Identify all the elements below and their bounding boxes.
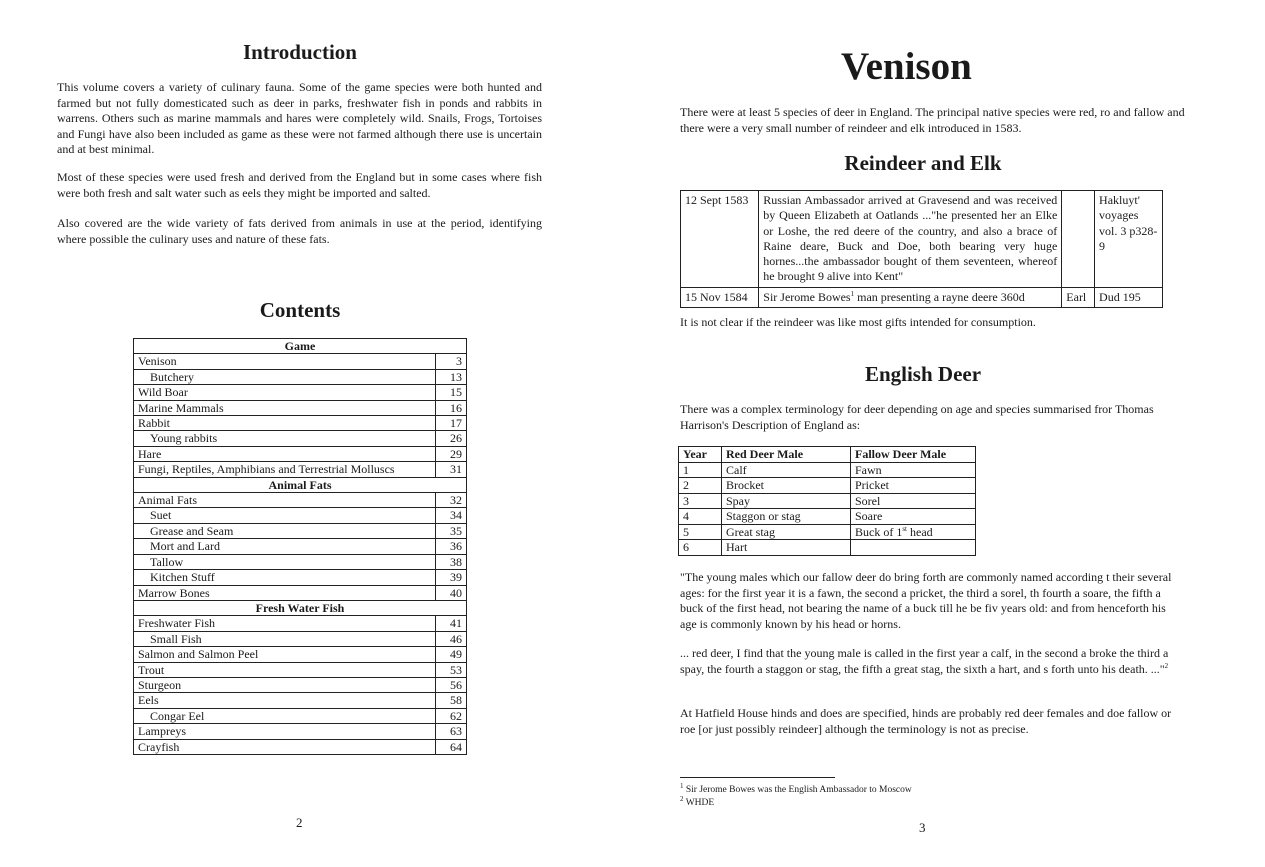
table-cell: Great stag <box>722 524 851 540</box>
footnote-2 <box>680 794 715 809</box>
reindeer-text <box>759 287 1062 307</box>
contents-entry-page: 32 <box>436 493 467 508</box>
contents-section-row <box>134 339 467 354</box>
contents-entry <box>134 647 467 662</box>
contents-entry-name: Suet <box>134 508 436 523</box>
contents-entry <box>134 724 467 739</box>
contents-entry <box>134 570 467 585</box>
contents-entry-page: 64 <box>436 739 467 754</box>
page-title: Venison <box>841 45 972 88</box>
contents-entry-name: Rabbit <box>134 416 436 431</box>
contents-entry <box>134 693 467 708</box>
left-page <box>0 0 581 867</box>
table-row <box>679 493 976 509</box>
contents-entry-name: Salmon and Salmon Peel <box>134 647 436 662</box>
table-header-row <box>679 447 976 463</box>
venison-intro: There were at least 5 species of deer in England. The principal native species were red, ro and fallow and there were a very small number of reindeer and elk introduced in 1583. <box>680 105 1185 135</box>
reindeer-who <box>1062 191 1095 288</box>
contents-entry <box>134 631 467 646</box>
table-cell: Soare <box>851 509 976 525</box>
quote-fallow: "The young males which our fallow deer do bring forth are commonly named according t their several ages: for the first year it is a fawn, the second a pricket, the third a sorel, th fourth a soare, the fifth a buck of the first head, not bearing the name of a buck till he be fiv years old: and from henceforth his age is commonly known by his head or horns. <box>680 570 1172 631</box>
contents-entry-page: 34 <box>436 508 467 523</box>
contents-entry-name: Trout <box>134 662 436 677</box>
contents-entry-page: 15 <box>436 385 467 400</box>
table-cell: Spay <box>722 493 851 509</box>
contents-entry-page: 38 <box>436 554 467 569</box>
contents-entry-page: 31 <box>436 462 467 477</box>
contents-section-row <box>134 477 467 492</box>
contents-entry-name: Young rabbits <box>134 431 436 446</box>
contents-entry-name: Congar Eel <box>134 708 436 723</box>
contents-entry-name: Freshwater Fish <box>134 616 436 631</box>
quote-red-deer-text: ... red deer, I find that the young male is called in the first year a calf, in the second a broke the third a spay, the fourth a staggon or stag, the fifth a great stag, the sixth a hart, and s forth unto his death. ..." <box>680 646 1169 676</box>
contents-entry <box>134 416 467 431</box>
contents-entry <box>134 539 467 554</box>
contents-entry <box>134 354 467 369</box>
table-cell: Pricket <box>851 478 976 494</box>
contents-entry-name: Marine Mammals <box>134 400 436 415</box>
contents-entry <box>134 708 467 723</box>
intro-paragraph-1: This volume covers a variety of culinary fauna. Some of the game species were both hunted and farmed but not fully domesticated such as deer in parks, freshwater fish in ponds and rabbits in warrens. Others such as marine mammals and hares were completely wild. Snails, Frogs, Tortoises and Fungi have also been included as game as these were not farmed although there use is uncertain and at best minimal. <box>57 80 542 156</box>
footnote-1 <box>680 781 912 796</box>
contents-entry-name: Tallow <box>134 554 436 569</box>
column-header: Red Deer Male <box>722 447 851 463</box>
hatfield-paragraph: At Hatfield House hinds and does are specified, hinds are probably red deer females and doe fallow or roe [or just possibly reindeer] although the terminology is not as precise. <box>680 706 1172 736</box>
reindeer-who: Earl <box>1062 287 1095 307</box>
footnote-divider <box>680 777 835 778</box>
contents-entry-page: 56 <box>436 677 467 692</box>
page-number: 2 <box>296 815 303 830</box>
table-cell: Calf <box>722 462 851 478</box>
reindeer-source: Hakluyt' voyages vol. 3 p328-9 <box>1095 191 1163 288</box>
contents-entry-name: Sturgeon <box>134 677 436 692</box>
table-row <box>679 540 976 556</box>
contents-entry-page: 29 <box>436 446 467 461</box>
contents-entry <box>134 462 467 477</box>
table-cell: 3 <box>679 493 722 509</box>
table-row <box>679 478 976 494</box>
english-deer-heading: English Deer <box>864 362 982 386</box>
table-cell: Brocket <box>722 478 851 494</box>
contents-entry-name: Wild Boar <box>134 385 436 400</box>
reindeer-note: It is not clear if the reindeer was like most gifts intended for consumption. <box>680 315 1036 329</box>
table-cell: Fawn <box>851 462 976 478</box>
contents-entry <box>134 677 467 692</box>
contents-entry-page: 49 <box>436 647 467 662</box>
table-cell <box>851 540 976 556</box>
contents-entry-page: 41 <box>436 616 467 631</box>
contents-entry <box>134 493 467 508</box>
contents-entry-name: Mort and Lard <box>134 539 436 554</box>
contents-entry <box>134 554 467 569</box>
contents-entry-name: Butchery <box>134 369 436 384</box>
contents-entry <box>134 739 467 754</box>
footnote-text: Sir Jerome Bowes was the English Ambassador to Moscow <box>683 785 912 795</box>
contents-entry-name: Marrow Bones <box>134 585 436 600</box>
table-row <box>679 462 976 478</box>
contents-section-title: Fresh Water Fish <box>134 600 467 615</box>
quote-red-deer <box>680 646 1180 677</box>
contents-entry-name: Hare <box>134 446 436 461</box>
contents-entry <box>134 446 467 461</box>
reindeer-text: Russian Ambassador arrived at Gravesend and was received by Queen Elizabeth at Oatlands ..."he presented her an Elke or Loshe, the red deere of the country, and also a brace of Raine deare, Buck and Doe, both bearing very huge hornes...the ambassador bought of them seventeen, whereof he brought 9 alive into Kent" <box>759 191 1062 288</box>
table-cell: 4 <box>679 509 722 525</box>
footnote-ref: 1 <box>850 289 855 298</box>
contents-entry-page: 3 <box>436 354 467 369</box>
contents-entry-name: Animal Fats <box>134 493 436 508</box>
contents-entry-page: 40 <box>436 585 467 600</box>
contents-entry <box>134 400 467 415</box>
table-row <box>681 287 1163 307</box>
contents-entry <box>134 662 467 677</box>
contents-entry <box>134 616 467 631</box>
table-cell: Hart <box>722 540 851 556</box>
contents-entry-page: 58 <box>436 693 467 708</box>
contents-entry-page: 35 <box>436 523 467 538</box>
contents-entry <box>134 508 467 523</box>
intro-heading: Introduction <box>243 40 357 64</box>
table-row <box>679 509 976 525</box>
contents-entry-page: 39 <box>436 570 467 585</box>
footnote-ref: 2 <box>1164 661 1169 670</box>
contents-section-row <box>134 600 467 615</box>
table-cell: 2 <box>679 478 722 494</box>
column-header: Year <box>679 447 722 463</box>
contents-entry-name: Fungi, Reptiles, Amphibians and Terrestrial Molluscs <box>134 462 436 477</box>
intro-paragraph-2: Most of these species were used fresh and derived from the England but in some cases where fish were both fresh and salt water such as eels they might be imported and salted. <box>57 170 542 200</box>
right-page <box>581 0 1185 867</box>
contents-entry-page: 62 <box>436 708 467 723</box>
contents-section-title: Game <box>134 339 467 354</box>
contents-entry-page: 17 <box>436 416 467 431</box>
reindeer-text-part: Sir Jerome Bowes <box>763 289 851 304</box>
table-cell: 5 <box>679 524 722 540</box>
contents-entry-name: Lampreys <box>134 724 436 739</box>
contents-entry-name: Crayfish <box>134 739 436 754</box>
reindeer-text-part: man presenting a rayne deere 360d <box>854 289 1025 304</box>
contents-entry-page: 63 <box>436 724 467 739</box>
deer-terminology-table <box>678 446 976 556</box>
table-row <box>681 191 1163 288</box>
reindeer-source: Dud 195 <box>1095 287 1163 307</box>
table-cell: 6 <box>679 540 722 556</box>
contents-entry <box>134 523 467 538</box>
contents-entry-name: Kitchen Stuff <box>134 570 436 585</box>
table-row <box>679 524 976 540</box>
contents-entry <box>134 385 467 400</box>
contents-entry <box>134 585 467 600</box>
contents-entry-page: 26 <box>436 431 467 446</box>
contents-table <box>133 338 467 755</box>
footnote-text: WHDE <box>683 798 715 808</box>
contents-section-title: Animal Fats <box>134 477 467 492</box>
reindeer-date: 15 Nov 1584 <box>681 287 759 307</box>
table-cell: 1 <box>679 462 722 478</box>
table-cell: Buck of 1st head <box>851 524 976 540</box>
intro-paragraph-3: Also covered are the wide variety of fats derived from animals in use at the period, identifying where possible the culinary uses and nature of these fats. <box>57 216 542 246</box>
contents-entry-name: Venison <box>134 354 436 369</box>
contents-entry-name: Grease and Seam <box>134 523 436 538</box>
table-cell: Staggon or stag <box>722 509 851 525</box>
contents-entry-page: 53 <box>436 662 467 677</box>
reindeer-date: 12 Sept 1583 <box>681 191 759 288</box>
column-header: Fallow Deer Male <box>851 447 976 463</box>
contents-entry-name: Small Fish <box>134 631 436 646</box>
contents-entry <box>134 431 467 446</box>
contents-entry-page: 36 <box>436 539 467 554</box>
footnote-number: 2 <box>680 794 684 803</box>
contents-entry-page: 13 <box>436 369 467 384</box>
reindeer-heading: Reindeer and Elk <box>844 151 1002 175</box>
english-deer-intro: There was a complex terminology for deer depending on age and species summarised fror Thomas Harrison's Description of England as: <box>680 402 1154 432</box>
table-cell: Sorel <box>851 493 976 509</box>
contents-heading: Contents <box>259 298 341 322</box>
contents-entry-name: Eels <box>134 693 436 708</box>
contents-entry-page: 16 <box>436 400 467 415</box>
contents-entry <box>134 369 467 384</box>
page-number: 3 <box>919 820 926 835</box>
contents-entry-page: 46 <box>436 631 467 646</box>
reindeer-table <box>680 190 1163 308</box>
footnote-number: 1 <box>680 781 684 790</box>
